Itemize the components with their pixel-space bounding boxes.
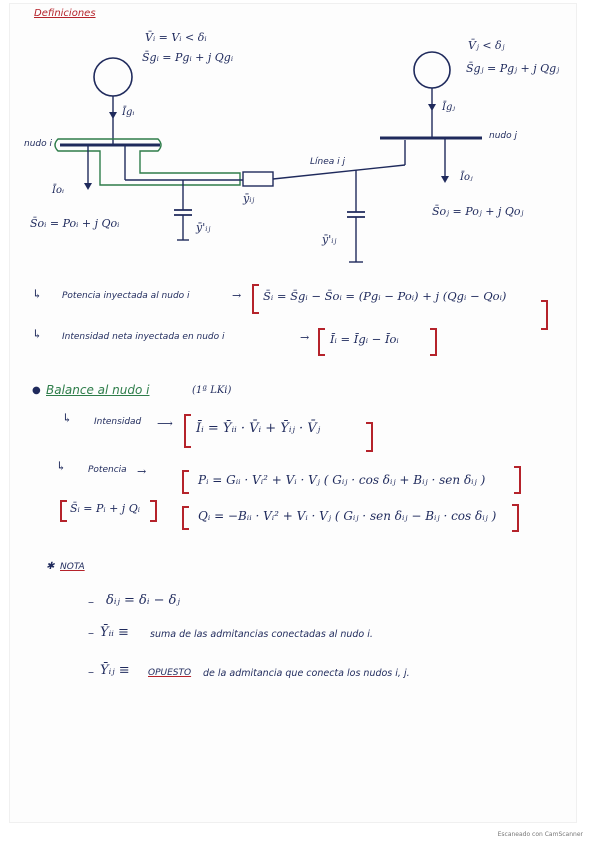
- gen-j-current: Īgⱼ: [442, 102, 455, 113]
- arrow-icon: ↳: [32, 287, 43, 301]
- shunt-i-label: ȳ'ᵢⱼ: [196, 221, 211, 234]
- bracket-left: [318, 328, 325, 356]
- bracket-left: [184, 414, 191, 448]
- bracket-right: [430, 328, 437, 356]
- nota-title: NOTA: [60, 562, 85, 572]
- gen-j-voltage: V̄ⱼ < δⱼ: [468, 39, 505, 52]
- bracket-right: [541, 300, 548, 330]
- line-impedance: [243, 172, 273, 186]
- dash-icon: –: [88, 665, 94, 679]
- balance-title: Balance al nudo i: [46, 383, 150, 397]
- nota-2-symbol: Ȳᵢᵢ ≡: [100, 625, 129, 640]
- bracket-right: [514, 466, 521, 494]
- q-equation: Qᵢ = −Bᵢᵢ · Vᵢ² + Vᵢ · Vⱼ ( Gᵢⱼ · sen δᵢⱼ − Bᵢⱼ · cos δᵢⱼ ): [198, 509, 497, 523]
- nota-2-text: suma de las admitancias conectadas al nudo i.: [150, 629, 373, 640]
- int-label: Intensidad neta inyectada en nudo i: [62, 332, 225, 342]
- node-i-label: nudo i: [24, 139, 52, 149]
- potencia-label: Potencia: [88, 465, 127, 475]
- load-j-power: S̄oⱼ = Poⱼ + j Qoⱼ: [432, 205, 524, 218]
- bracket-left: [182, 506, 189, 530]
- load-i-current: Īoᵢ: [52, 185, 64, 196]
- node-j-label: nudo j: [489, 131, 517, 141]
- generator-j-icon: [414, 52, 450, 88]
- pot-label: Potencia inyectada al nudo i: [62, 291, 190, 301]
- bracket-left: [60, 500, 67, 522]
- one-line-diagram: [0, 0, 599, 290]
- bracket-right: [150, 500, 157, 522]
- gen-j-power: S̄gⱼ = Pgⱼ + j Qgⱼ: [466, 62, 560, 75]
- balance-note: (1ª LKi): [192, 385, 232, 396]
- arrow-icon: ↳: [56, 459, 67, 473]
- shunt-j-label: ȳ'ᵢⱼ: [322, 233, 337, 246]
- page-title: Definiciones: [34, 8, 96, 19]
- int-equation: Īᵢ = Īgᵢ − Īoᵢ: [330, 332, 399, 346]
- nota-3-text: de la admitancia que conecta los nudos i, j.: [203, 668, 410, 679]
- bracket-left: [182, 470, 189, 494]
- p-equation: Pᵢ = Gᵢᵢ · Vᵢ² + Vᵢ · Vⱼ ( Gᵢⱼ · cos δᵢⱼ + Bᵢⱼ · sen δᵢⱼ ): [198, 473, 486, 487]
- scanner-footer: Escaneado con CamScanner: [497, 831, 583, 838]
- load-j-current: Īoⱼ: [460, 172, 473, 183]
- intensidad-label: Intensidad: [94, 417, 142, 427]
- line-admittance-label: ȳᵢⱼ: [243, 192, 255, 205]
- arrow-right-icon: →: [300, 331, 310, 344]
- dash-icon: –: [88, 595, 94, 609]
- bracket-right: [366, 422, 373, 452]
- gen-i-voltage: V̄ᵢ = Vᵢ < δᵢ: [145, 31, 207, 44]
- bracket-left: [252, 284, 259, 314]
- gen-i-current: Īgᵢ: [122, 107, 135, 118]
- nota-1: δᵢⱼ = δᵢ − δⱼ: [106, 593, 180, 608]
- dash-icon: –: [88, 626, 94, 640]
- bullet-icon: ●: [32, 385, 41, 396]
- arrow-right-icon: →: [232, 289, 242, 302]
- intensidad-equation: Īᵢ = Ȳᵢᵢ · V̄ᵢ + Ȳᵢⱼ · V̄ⱼ: [196, 421, 321, 436]
- nota-3-keyword: OPUESTO: [148, 668, 192, 678]
- arrow-right-icon: →: [137, 465, 147, 478]
- arrow-right-icon: ⟶: [157, 417, 173, 430]
- arrow-icon: ↳: [32, 327, 43, 341]
- arrow-icon: ↳: [62, 411, 73, 425]
- gen-i-power: S̄gᵢ = Pgᵢ + j Qgᵢ: [142, 51, 234, 64]
- star-icon: ✱: [46, 561, 55, 572]
- nota-3-symbol: Ȳᵢⱼ ≡: [100, 663, 130, 678]
- load-i-power: S̄oᵢ = Poᵢ + j Qoᵢ: [30, 217, 120, 230]
- generator-i-icon: [94, 58, 132, 96]
- pot-equation: S̄ᵢ = S̄gᵢ − S̄oᵢ = (Pgᵢ − Poᵢ) + j (Qgᵢ − Qoᵢ): [263, 289, 507, 303]
- s-equation-side: S̄ᵢ = Pᵢ + j Qᵢ: [70, 502, 140, 515]
- bracket-right: [512, 504, 519, 532]
- line-label: Línea i j: [310, 157, 345, 167]
